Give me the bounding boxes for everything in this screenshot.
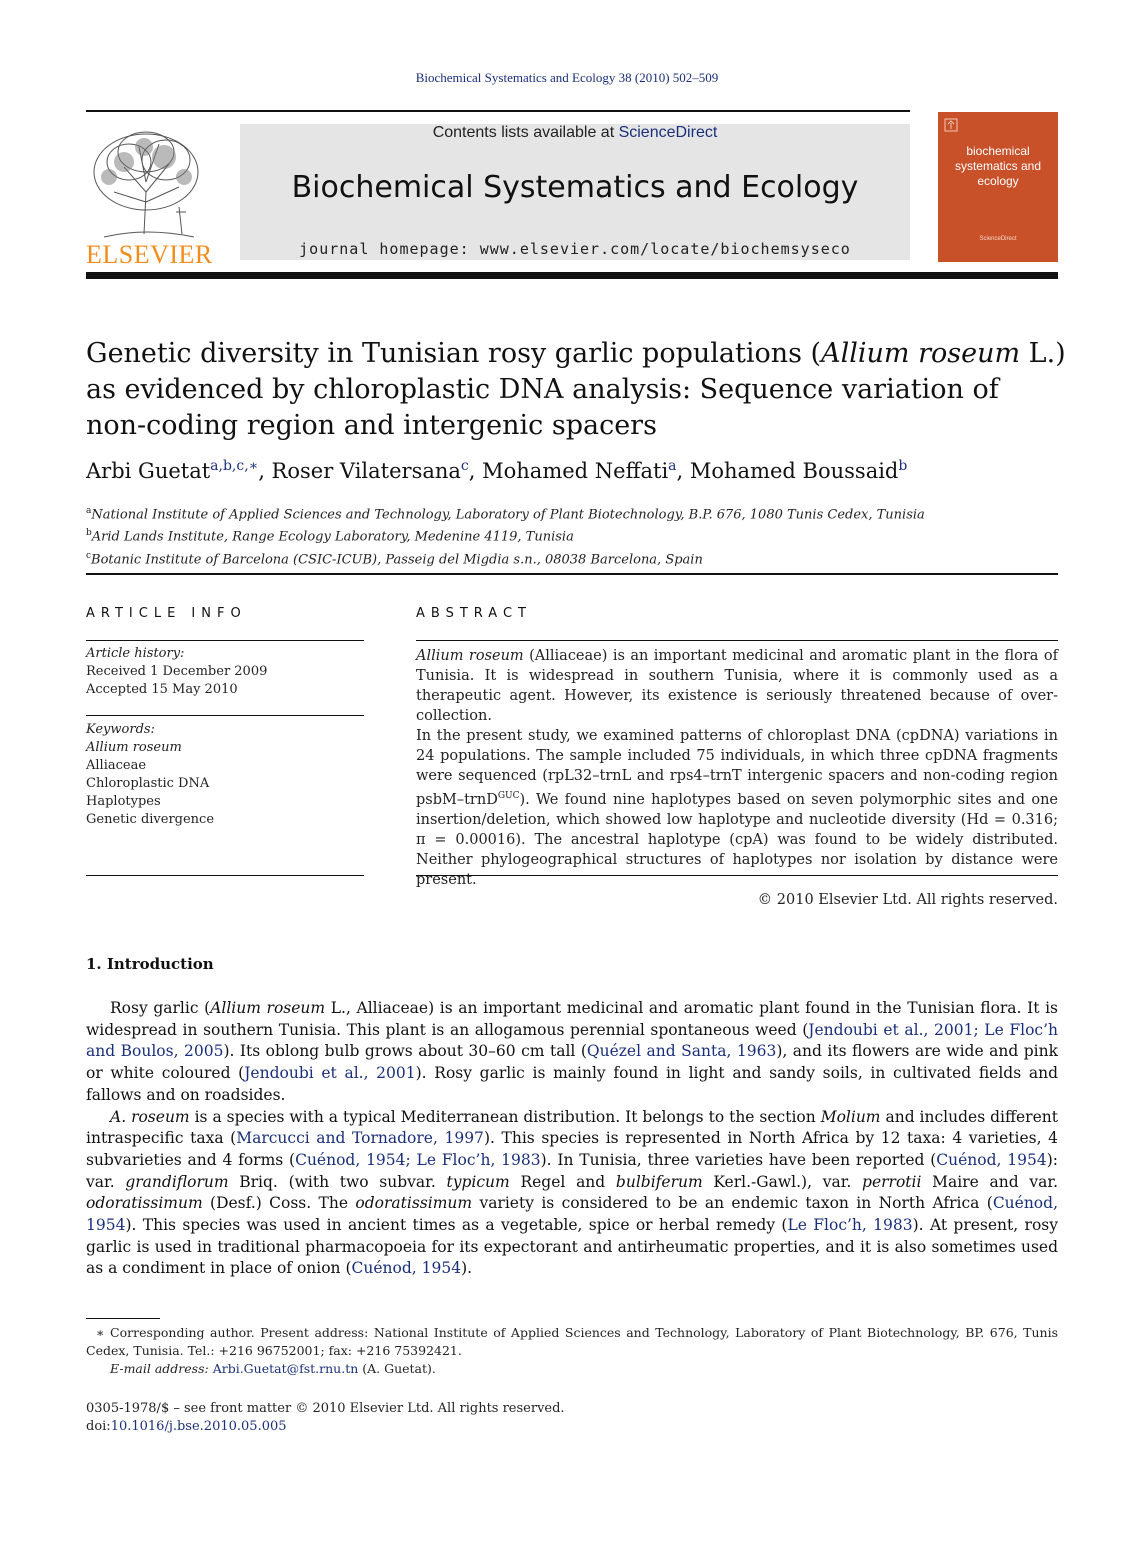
intro-text: ). This species is represented in North Africa by 12 taxa: 4 varieties, 4 subvarieties and 4 forms (	[86, 1129, 1058, 1169]
abstract-text: (Alliaceae) is an important medicinal and aromatic plant in the flora of Tunisia. It is widespread in southern Tunisia, where it is commonly used as a therapeutic agent. However, its existence is seriously threatened because of over-collection.	[416, 648, 1058, 724]
footnote-rule	[86, 1318, 160, 1319]
intro-text: ). Its oblong bulb grows about 30–60 cm tall (	[223, 1042, 587, 1061]
intro-text: odoratissimum	[86, 1194, 203, 1213]
citation-link[interactable]: Cuénod, 1954	[86, 1194, 1058, 1235]
abstract-text: ). We found nine haplotypes based on seven polymorphic sites and one insertion/deletion, which showed low haplotype and nucleotide diversity (Hd = 0.316; π = 0.00016). The ancestral haplotype (cpA) was found to be widely distributed. Neither phylogeographical structures of haplotypes nor isolation by distance were present.	[416, 791, 1058, 888]
journal-homepage[interactable]: journal homepage: www.elsevier.com/locate/biochemsyseco	[299, 240, 851, 258]
intro-text: and includes different intraspecific taxa (	[86, 1107, 1058, 1148]
elsevier-wordmark: ELSEVIER	[86, 240, 213, 269]
intro-text: (Desf.) Coss. The	[202, 1194, 356, 1213]
accepted-date: Accepted 15 May 2010	[86, 682, 238, 697]
article-history	[86, 645, 364, 699]
intro-text: ).	[461, 1259, 473, 1278]
article-info-heading: ARTICLE INFO	[86, 606, 247, 621]
author-list	[86, 458, 1066, 483]
introduction-paragraph	[86, 998, 1058, 1107]
author-separator: ,	[468, 459, 483, 483]
citation-link[interactable]: Quézel and Santa, 1963	[586, 1042, 777, 1061]
intro-text: Maire and var.	[921, 1172, 1058, 1191]
citation-link[interactable]: Cuénod, 1954	[936, 1150, 1047, 1169]
intro-text: is a species with a typical Mediterranean distribution. It belongs to the section	[189, 1107, 821, 1126]
email-label: E-mail address:	[110, 1361, 213, 1376]
issn-line: 0305-1978/$ – see front matter © 2010 Elsevier Ltd. All rights reserved.	[86, 1401, 565, 1416]
author-name: Arbi Guetat	[86, 459, 211, 483]
affiliation-item	[86, 502, 1066, 524]
affiliation-text: National Institute of Applied Sciences and Technology, Laboratory of Plant Biotechnology, B.P. 676, 1080 Tunis Cedex, Tunisia	[91, 507, 925, 523]
intro-text: variety is considered to be an endemic taxon in North Africa (	[472, 1194, 993, 1213]
intro-text: L., Alliaceae) is an important medicinal and aromatic plant found in the Tunisian flora. It is widespread in southern Tunisia. This plant is an allogamous perennial spontaneous weed (	[86, 999, 1058, 1039]
abstract-text: In the present study, we examined patterns of chloroplast DNA (cpDNA) variations in 24 populations. The sample included 75 individuals, in which three cpDNA fragments were sequenced (rpL32–trnL and rps4–trnT intergenic spacers and non-coding region psbM–trnD	[416, 728, 1058, 808]
affiliations	[86, 502, 1066, 569]
cover-elsevier-icon	[944, 118, 958, 132]
intro-text: ). At present, rosy garlic is used in traditional pharmacopoeia for its expectorant and antirheumatic properties, and it is also sometimes used as a condiment in place of onion (	[86, 1216, 1058, 1278]
intro-text: Allium roseum	[210, 999, 326, 1017]
author-name: Mohamed Boussaid	[689, 459, 899, 483]
intro-text: Kerl.-Gawl.), var.	[702, 1172, 863, 1191]
author-affiliation-mark[interactable]: c	[460, 458, 469, 474]
affiliation-key: c	[86, 550, 92, 561]
abstract-paragraph	[416, 726, 1058, 890]
doi-link[interactable]: 10.1016/j.bse.2010.05.005	[110, 1419, 287, 1434]
email-link[interactable]: Arbi.Guetat@fst.rnu.tn	[212, 1361, 359, 1376]
keyword: Chloroplastic DNA	[86, 776, 210, 791]
intro-text: perrotii	[862, 1172, 922, 1191]
introduction-paragraph	[86, 1107, 1058, 1281]
journal-citation[interactable]: Biochemical Systematics and Ecology 38 (2010) 502–509	[415, 70, 719, 85]
author-separator: ,	[258, 459, 272, 483]
intro-text: ). Rosy garlic is mainly found in light and sandy soils, in cultivated fields and fallows and on roadsides.	[86, 1064, 1058, 1104]
keyword: Haplotypes	[86, 794, 161, 809]
intro-text: ). This species was used in ancient times as a vegetable, spice or herbal remedy (	[125, 1216, 788, 1235]
affiliation-text: Arid Lands Institute, Range Ecology Laboratory, Medenine 4119, Tunisia	[91, 529, 574, 545]
cover-title: biochemical systematics and ecology	[954, 144, 1042, 188]
introduction-heading: 1. Introduction	[86, 955, 214, 973]
author-name: Mohamed Neffati	[482, 459, 669, 483]
article-info-rule	[86, 640, 364, 641]
title-species: Allium roseum	[821, 338, 1021, 369]
history-label: Article history:	[86, 646, 185, 661]
corresponding-author-footnote	[86, 1324, 1058, 1378]
author-affiliation-mark[interactable]: a,b,c,∗	[210, 458, 259, 474]
cover-footer: ScienceDirect	[979, 236, 1017, 242]
abstract-species: Allium roseum	[416, 648, 524, 664]
sciencedirect-link[interactable]: ScienceDirect	[618, 124, 718, 141]
section-divider	[86, 573, 1058, 575]
footnote-star: ∗	[96, 1325, 105, 1340]
title-part-2: L.) as evidenced by chloroplastic DNA analysis: Sequence variation of non-coding region and intergenic spacers	[86, 338, 1066, 441]
received-date: Received 1 December 2009	[86, 664, 268, 679]
intro-text: ): var.	[86, 1150, 1058, 1191]
author-name: Roser Vilatersana	[271, 459, 461, 483]
abstract-body	[416, 646, 1058, 910]
affiliation-item	[86, 524, 1066, 546]
article-info-rule	[86, 875, 364, 876]
intro-text: Briq. (with two subvar.	[228, 1172, 447, 1191]
keyword: Alliaceae	[86, 758, 147, 773]
intro-text: Molium	[820, 1107, 881, 1126]
intro-text: grandiflorum	[125, 1172, 229, 1191]
keywords-block	[86, 721, 364, 829]
intro-text: A. roseum	[110, 1107, 190, 1126]
intro-text: odoratissimum	[355, 1194, 473, 1213]
citation-link[interactable]: Jendoubi et al., 2001	[244, 1064, 416, 1083]
citation-link[interactable]: Cuénod, 1954	[351, 1259, 462, 1278]
abstract-heading: ABSTRACT	[416, 606, 532, 621]
citation-link[interactable]: Le Floc’h, 1983	[787, 1216, 913, 1235]
header-top-rule	[86, 110, 910, 112]
keyword: Allium roseum	[86, 740, 182, 755]
keywords-label: Keywords:	[86, 722, 155, 737]
citation-link[interactable]: Cuénod, 1954; Le Floc’h, 1983	[295, 1150, 541, 1169]
citation-link[interactable]: Marcucci and Tornadore, 1997	[236, 1129, 484, 1148]
email-suffix: (A. Guetat).	[358, 1361, 436, 1376]
intro-text: Regel and	[509, 1172, 616, 1191]
title-part-1: Genetic diversity in Tunisian rosy garlic populations (	[86, 338, 822, 369]
author-affiliation-mark[interactable]: a	[668, 458, 677, 474]
abstract-superscript: GUC	[497, 791, 520, 801]
intro-text: ). In Tunisia, three varieties have been reported (	[540, 1150, 937, 1169]
front-matter	[86, 1400, 686, 1436]
keyword: Genetic divergence	[86, 812, 215, 827]
author-affiliation-mark[interactable]: b	[898, 458, 908, 474]
abstract-rule	[416, 640, 1058, 641]
footnote-text: Corresponding author. Present address: National Institute of Applied Sciences and Technology, Laboratory of Plant Biotechnology, BP. 676, Tunis Cedex, Tunisia. Tel.: +216 96752001; fax: +216 75392421.	[86, 1325, 1058, 1358]
intro-text: bulbiferum	[615, 1172, 703, 1191]
abstract-paragraph	[416, 646, 1058, 726]
author-separator: ,	[676, 459, 690, 483]
article-info-rule	[86, 715, 364, 716]
doi-label: doi:	[86, 1419, 111, 1434]
contents-prefix: Contents lists available at	[432, 124, 619, 141]
introduction-body	[86, 998, 1058, 1280]
affiliation-item	[86, 547, 1066, 569]
article-title	[86, 336, 1066, 444]
citation-link[interactable]: Jendoubi et al., 2001; Le Floc’h and Boulos, 2005	[86, 1020, 1058, 1061]
header-bottom-rule	[86, 272, 1058, 279]
contents-line	[240, 124, 910, 142]
journal-name: Biochemical Systematics and Ecology	[291, 170, 859, 205]
intro-text: typicum	[446, 1172, 510, 1191]
affiliation-text: Botanic Institute of Barcelona (CSIC-ICUB), Passeig del Migdia s.n., 08038 Barcelona, Spain	[91, 551, 703, 567]
intro-text: ), and its flowers are wide and pink or white coloured (	[86, 1042, 1058, 1083]
abstract-copyright: © 2010 Elsevier Ltd. All rights reserved.	[757, 891, 1058, 908]
affiliation-key: b	[86, 528, 92, 539]
affiliation-key: a	[86, 506, 92, 516]
intro-text: Rosy garlic (	[110, 999, 211, 1017]
